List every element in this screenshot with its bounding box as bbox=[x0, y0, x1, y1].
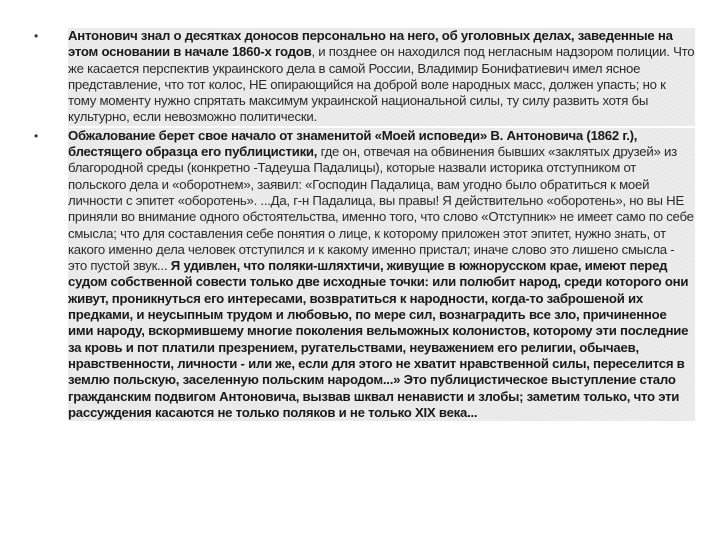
regular-segment: , и позднее он находился под негласным надзором полиции. Что же касается перспектив украинского дела в самой России, Владимир Бонифатиевич имел ясное представление, что тот колос, НЕ опирающийся на доброй воле народных масс, должен упасть; но к тому моменту нужно спрятать максимум украинской национальной силы, ту силу развить хотя бы культурно, если невозможно политически. bbox=[68, 44, 695, 125]
bullet-list bbox=[30, 28, 695, 421]
bullet-text bbox=[68, 28, 695, 126]
bullet-icon: • bbox=[34, 128, 39, 143]
slide-body bbox=[30, 28, 695, 423]
bold-segment: Обжалование берет свое начало от знаменитой «Моей исповеди» В. Антоновича (1862 г.), блестящего образца его публицистики, bbox=[68, 127, 638, 160]
bullet-item-2 bbox=[30, 128, 695, 421]
regular-segment: где он, отвечая на обвинения бывших «заклятых друзей» из благородной среды (конкретно -Тадеуша Падалицы), которые назвали историка отступником от польского дела и «оборотнем», заявил: «Господин Падалица, вам угодно было обратиться к моей личности с эпитет «оборотень». ...Да, г-н Падалица, вы правы! Я действительно «оборотень», но вы НЕ приняли во внимание одного обстоятельства, именно того, что слово «Отступник» не имеет само по себе смысла; что для составления себе понятия о лице, к которому приложен этот эпитет, нужно знать, от какого именно дела человек отступился и к какому именно пристал; иначе слово это лишено смысла - это пустой звук... bbox=[68, 144, 694, 274]
bullet-item-1 bbox=[30, 28, 695, 126]
bold-segment: Антонович знал о десятках доносов персонально на него, об уголовных делах, заведенные на этом основании в начале 1860-х годов bbox=[68, 28, 673, 60]
bullet-icon: • bbox=[34, 29, 39, 43]
bold-segment: Я удивлен, что поляки-шляхтичи, живущие в южнорусском крае, имеют перед судом собственной совести только две исходные точки: или полюбит народ, среди которого они живут, проникнуться его интересами, возвратиться к народности, когда-то заброшеной их предками, и неусыпным трудом и любовью, по мере сил, вознаградить все зло, причиненное ими народу, вскормившему многие поколения вельможных колонистов, которому эти последние за кровь и пот платили презрением, ругательствами, неуважением его религии, обычаев, нравственности, личности - или же, если для этого не хватит нравственной силы, переселится в землю польскую, заселенную польским народом...» Это публицистическое выступление стало гражданским подвигом Антоновича, вызвав шквал ненависти и злобы; заметим только, что эти рассуждения касаются не только поляков и не только XIX века... bbox=[68, 258, 689, 420]
bullet-text bbox=[68, 128, 695, 421]
